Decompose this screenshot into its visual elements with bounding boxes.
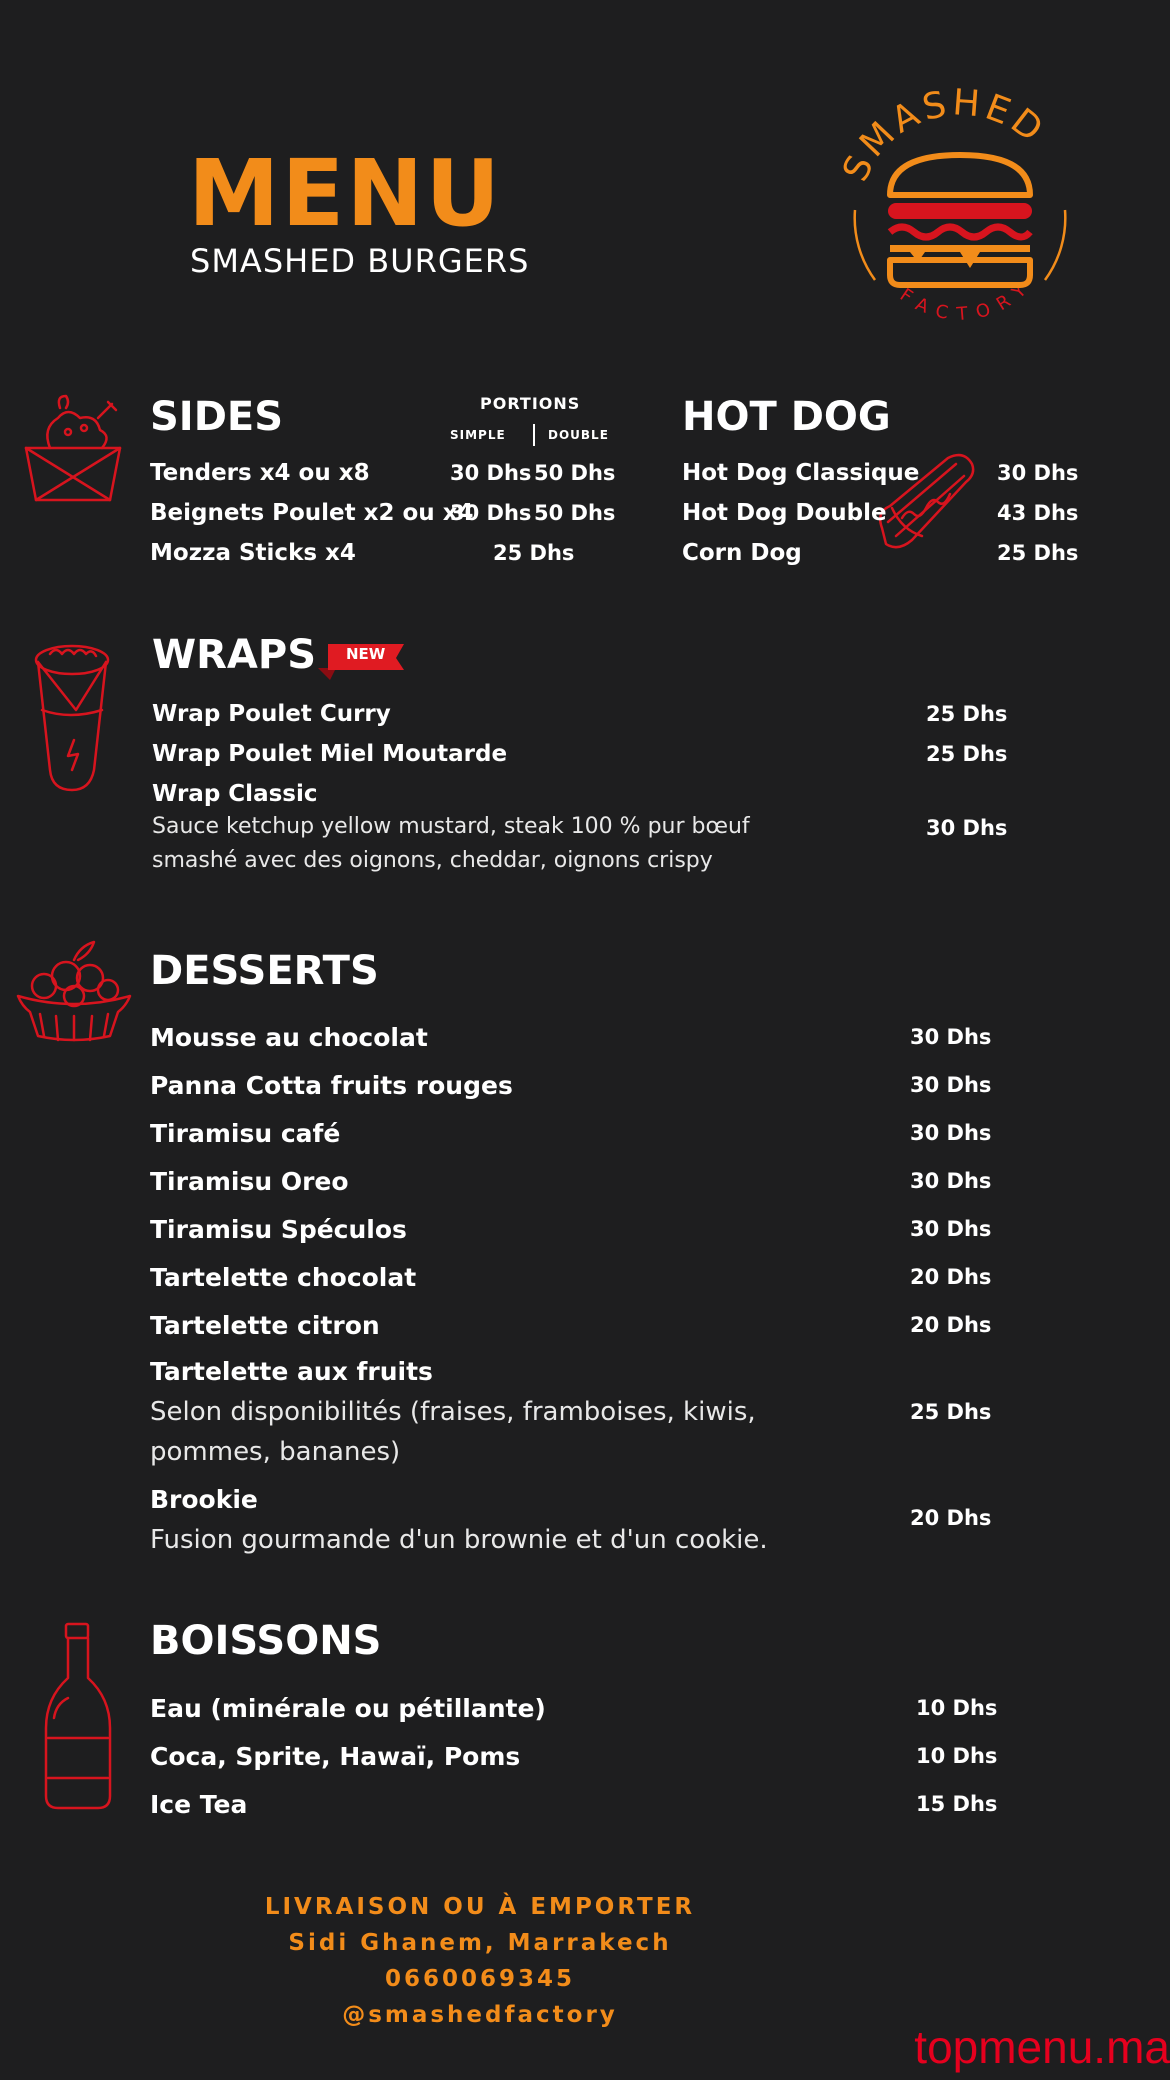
menu-title: MENU bbox=[188, 140, 503, 247]
boissons-item-price: 10 Dhs bbox=[916, 1696, 998, 1720]
wraps-item-desc: Sauce ketchup yellow mustard, steak 100 % pur bœuf bbox=[152, 814, 750, 839]
burger-icon bbox=[830, 80, 1090, 350]
svg-text:FACTORY bbox=[896, 273, 1038, 325]
desserts-item-price: 20 Dhs bbox=[910, 1506, 992, 1530]
footer-phone[interactable]: 0660069345 bbox=[384, 1966, 576, 1992]
wraps-item-name: Wrap Poulet Curry bbox=[152, 701, 391, 727]
desserts-item-desc: pommes, bananes) bbox=[150, 1437, 401, 1467]
boissons-item-price: 15 Dhs bbox=[916, 1792, 998, 1816]
desserts-item-name: Panna Cotta fruits rouges bbox=[150, 1071, 513, 1100]
desserts-item-name: Tartelette aux fruits bbox=[150, 1357, 433, 1386]
desserts-item-name: Brookie bbox=[150, 1485, 258, 1514]
desserts-item-desc: Selon disponibilités (fraises, framboises, kiwis, bbox=[150, 1397, 756, 1427]
desserts-item-price: 25 Dhs bbox=[910, 1400, 992, 1424]
hotdog-item-name: Hot Dog Classique bbox=[682, 460, 920, 486]
sides-item-price-double: 50 Dhs bbox=[534, 461, 616, 485]
desserts-item-desc: Fusion gourmande d'un brownie et d'un cookie. bbox=[150, 1525, 768, 1555]
fried-chicken-box-icon bbox=[20, 388, 130, 513]
sides-item-name: Beignets Poulet x2 ou x4 bbox=[150, 500, 474, 526]
menu-subtitle: SMASHED BURGERS bbox=[190, 242, 530, 280]
wraps-item-price: 30 Dhs bbox=[926, 816, 1008, 840]
new-badge bbox=[318, 640, 402, 672]
bottle-icon bbox=[40, 1618, 120, 1823]
sides-item-price-simple: 30 Dhs bbox=[450, 501, 532, 525]
desserts-item-price: 20 Dhs bbox=[910, 1313, 992, 1337]
desserts-item-name: Mousse au chocolat bbox=[150, 1023, 428, 1052]
desserts-item-name: Tiramisu Oreo bbox=[150, 1167, 349, 1196]
logo-bottom-text: FACTORY bbox=[895, 273, 1038, 326]
boissons-item-price: 10 Dhs bbox=[916, 1744, 998, 1768]
hotdog-title: HOT DOG bbox=[682, 394, 891, 440]
desserts-title: DESSERTS bbox=[150, 948, 379, 994]
boissons-title: BOISSONS bbox=[150, 1618, 382, 1664]
boissons-item-name: Ice Tea bbox=[150, 1790, 248, 1819]
hotdog-item-price: 30 Dhs bbox=[997, 461, 1079, 485]
desserts-item-name: Tartelette chocolat bbox=[150, 1263, 417, 1292]
hotdog-item-name: Corn Dog bbox=[682, 540, 802, 566]
desserts-item-price: 30 Dhs bbox=[910, 1073, 992, 1097]
double-label: DOUBLE bbox=[548, 428, 609, 442]
hotdog-item-price: 43 Dhs bbox=[997, 501, 1079, 525]
boissons-item-name: Eau (minérale ou pétillante) bbox=[150, 1694, 546, 1723]
simple-label: SIMPLE bbox=[450, 428, 506, 442]
wraps-item-name: Wrap Classic bbox=[152, 781, 318, 807]
boissons-item-name: Coca, Sprite, Hawaï, Poms bbox=[150, 1742, 521, 1771]
footer-address: Sidi Ghanem, Marrakech bbox=[288, 1930, 672, 1956]
portion-divider bbox=[533, 424, 535, 446]
footer-handle[interactable]: @smashedfactory bbox=[342, 2002, 618, 2028]
new-badge-label: NEW bbox=[346, 645, 386, 663]
watermark: topmenu.ma bbox=[914, 2021, 1170, 2073]
sides-title: SIDES bbox=[150, 394, 284, 440]
sides-item-name: Mozza Sticks x4 bbox=[150, 540, 356, 566]
wraps-item-price: 25 Dhs bbox=[926, 702, 1008, 726]
hotdog-item-price: 25 Dhs bbox=[997, 541, 1079, 565]
desserts-item-price: 20 Dhs bbox=[910, 1265, 992, 1289]
fruit-tart-icon bbox=[14, 936, 134, 1051]
sides-item-price-simple: 30 Dhs bbox=[450, 461, 532, 485]
sides-item-name: Tenders x4 ou x8 bbox=[150, 460, 370, 486]
footer-delivery: LIVRAISON OU À EMPORTER bbox=[264, 1894, 696, 1920]
desserts-item-price: 30 Dhs bbox=[910, 1025, 992, 1049]
wraps-title: WRAPS bbox=[152, 632, 317, 678]
desserts-item-name: Tartelette citron bbox=[150, 1311, 380, 1340]
desserts-item-name: Tiramisu Spéculos bbox=[150, 1215, 407, 1244]
wraps-item-price: 25 Dhs bbox=[926, 742, 1008, 766]
wrap-icon bbox=[30, 640, 120, 805]
logo bbox=[830, 80, 1090, 350]
logo-top-text: SMASHED bbox=[835, 82, 1054, 188]
sides-item-price-double: 50 Dhs bbox=[534, 501, 616, 525]
desserts-item-name: Tiramisu café bbox=[150, 1119, 341, 1148]
desserts-item-price: 30 Dhs bbox=[910, 1169, 992, 1193]
hotdog-item-name: Hot Dog Double bbox=[682, 500, 887, 526]
wraps-item-desc: smashé avec des oignons, cheddar, oignons crispy bbox=[152, 848, 713, 873]
portions-label: PORTIONS bbox=[480, 394, 581, 413]
sides-item-price: 25 Dhs bbox=[493, 541, 575, 565]
desserts-item-price: 30 Dhs bbox=[910, 1217, 992, 1241]
desserts-item-price: 30 Dhs bbox=[910, 1121, 992, 1145]
wraps-item-name: Wrap Poulet Miel Moutarde bbox=[152, 741, 508, 767]
